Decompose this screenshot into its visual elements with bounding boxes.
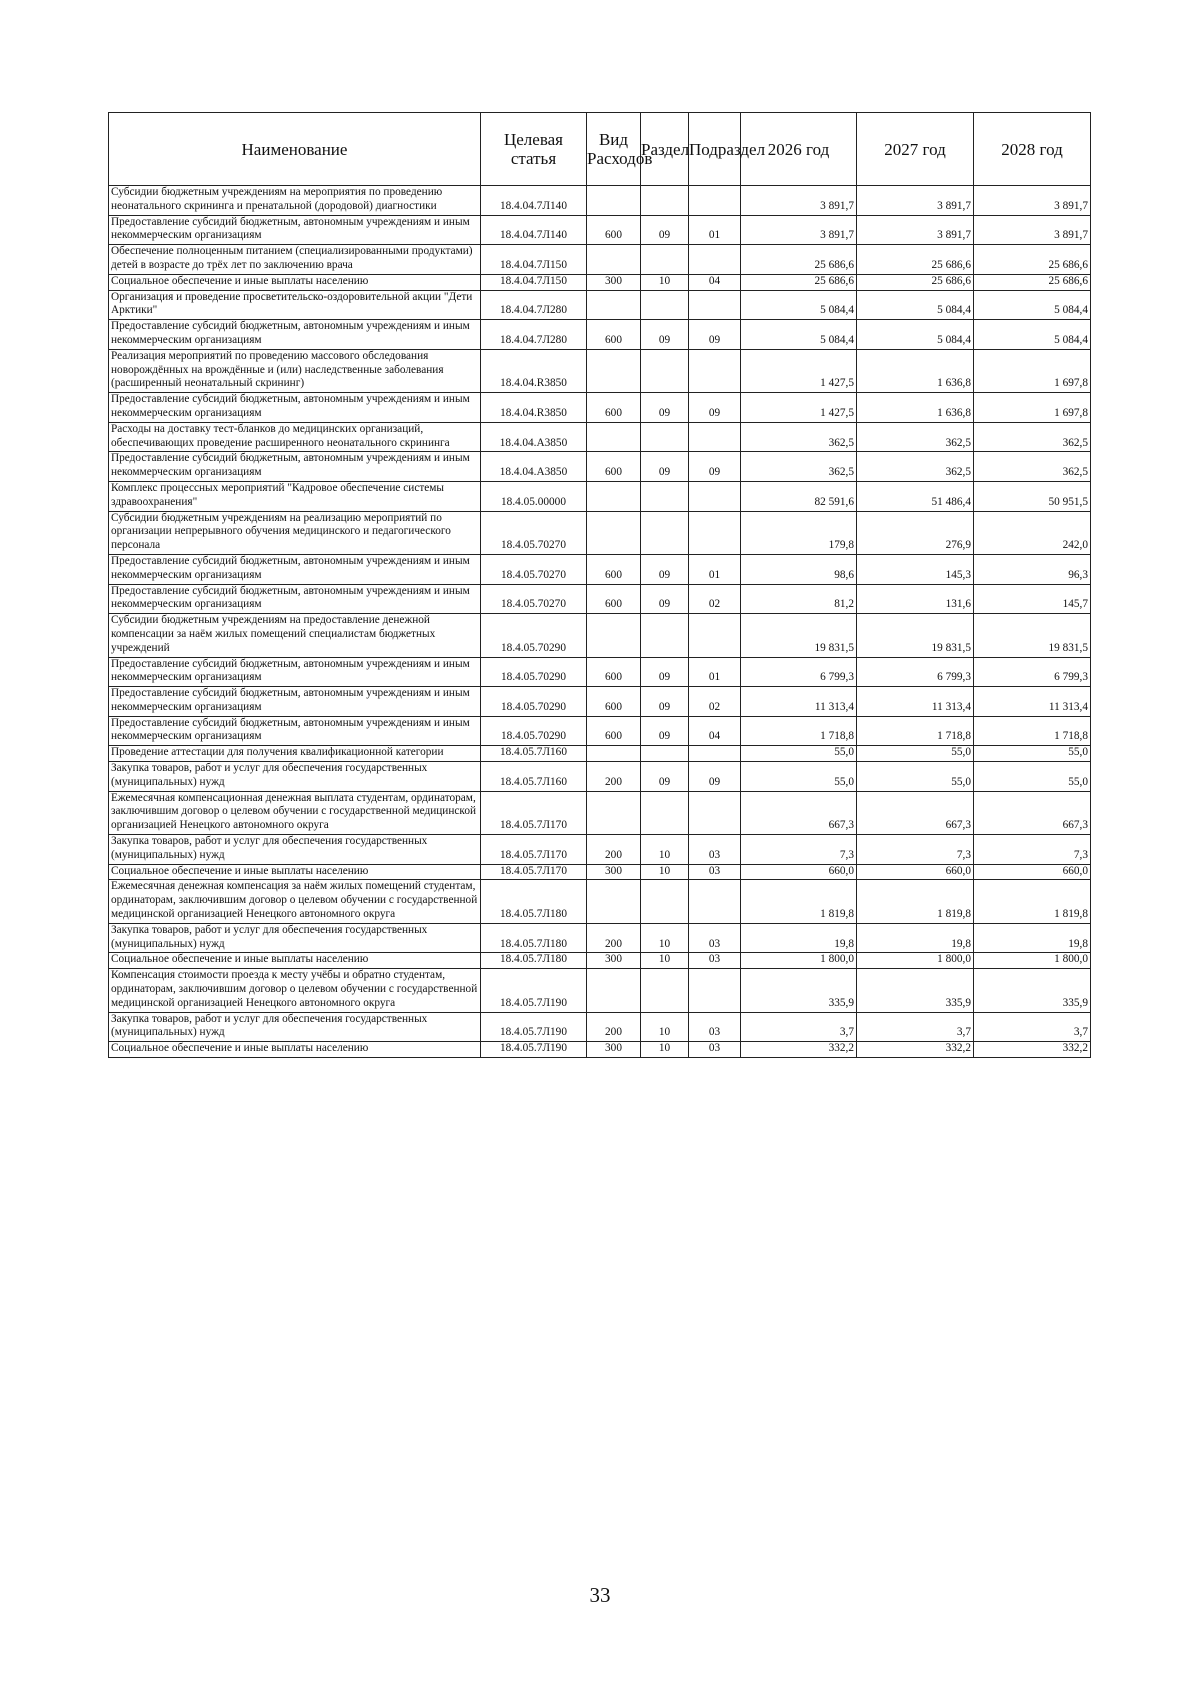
cell-2026: 660,0 xyxy=(741,864,857,880)
cell-2027: 1 819,8 xyxy=(857,880,974,923)
cell-name: Закупка товаров, работ и услуг для обеспечения государственных (муниципальных) нужд xyxy=(109,835,481,865)
cell-2028: 55,0 xyxy=(974,746,1091,762)
cell-2027: 55,0 xyxy=(857,762,974,792)
cell-target: 18.4.04.R3850 xyxy=(481,349,587,392)
cell-section xyxy=(641,614,689,657)
table-row xyxy=(109,614,1091,657)
cell-2028: 332,2 xyxy=(974,1042,1091,1058)
cell-2027: 667,3 xyxy=(857,791,974,834)
cell-section: 10 xyxy=(641,1012,689,1042)
cell-name: Предоставление субсидий бюджетным, автономным учреждениям и иным некоммерческим организациям xyxy=(109,320,481,350)
cell-2028: 3,7 xyxy=(974,1012,1091,1042)
cell-2026: 55,0 xyxy=(741,762,857,792)
cell-name: Комплекс процессных мероприятий "Кадровое обеспечение системы здравоохранения" xyxy=(109,481,481,511)
cell-name: Социальное обеспечение и иные выплаты населению xyxy=(109,953,481,969)
table-row xyxy=(109,481,1091,511)
header-2027: 2027 год xyxy=(857,113,974,186)
cell-2028: 50 951,5 xyxy=(974,481,1091,511)
cell-name: Социальное обеспечение и иные выплаты населению xyxy=(109,274,481,290)
cell-2026: 667,3 xyxy=(741,791,857,834)
cell-2026: 11 313,4 xyxy=(741,687,857,717)
cell-2027: 7,3 xyxy=(857,835,974,865)
cell-subsection xyxy=(689,791,741,834)
cell-2027: 335,9 xyxy=(857,969,974,1012)
cell-2026: 98,6 xyxy=(741,554,857,584)
cell-kind: 300 xyxy=(587,864,641,880)
cell-kind: 600 xyxy=(587,687,641,717)
cell-2027: 145,3 xyxy=(857,554,974,584)
cell-name: Проведение аттестации для получения квалификационной категории xyxy=(109,746,481,762)
cell-2026: 19 831,5 xyxy=(741,614,857,657)
cell-2027: 3 891,7 xyxy=(857,186,974,216)
cell-2028: 5 084,4 xyxy=(974,320,1091,350)
cell-2026: 3,7 xyxy=(741,1012,857,1042)
table-row xyxy=(109,393,1091,423)
cell-name: Ежемесячная денежная компенсация за наём жилых помещений студентам, ординаторам, заключившим договор о целевом обучении с государственной медицинской организацией Ненецкого автономного округа xyxy=(109,880,481,923)
cell-kind: 600 xyxy=(587,657,641,687)
cell-2026: 179,8 xyxy=(741,511,857,554)
cell-name: Организация и проведение просветительско-оздоровительной акции "Дети Арктики" xyxy=(109,290,481,320)
cell-2027: 362,5 xyxy=(857,452,974,482)
cell-target: 18.4.05.70270 xyxy=(481,584,587,614)
cell-kind xyxy=(587,481,641,511)
cell-subsection: 03 xyxy=(689,864,741,880)
cell-2027: 660,0 xyxy=(857,864,974,880)
cell-subsection xyxy=(689,880,741,923)
cell-2026: 25 686,6 xyxy=(741,274,857,290)
cell-kind xyxy=(587,290,641,320)
cell-2027: 3,7 xyxy=(857,1012,974,1042)
cell-2028: 11 313,4 xyxy=(974,687,1091,717)
cell-2026: 55,0 xyxy=(741,746,857,762)
cell-target: 18.4.04.7Л150 xyxy=(481,274,587,290)
table-row xyxy=(109,969,1091,1012)
cell-kind: 600 xyxy=(587,452,641,482)
cell-2028: 3 891,7 xyxy=(974,215,1091,245)
cell-kind: 600 xyxy=(587,215,641,245)
cell-kind xyxy=(587,422,641,452)
table-row xyxy=(109,746,1091,762)
table-row xyxy=(109,422,1091,452)
cell-subsection xyxy=(689,245,741,275)
cell-section: 09 xyxy=(641,215,689,245)
cell-2028: 1 819,8 xyxy=(974,880,1091,923)
cell-subsection: 03 xyxy=(689,1012,741,1042)
cell-2028: 96,3 xyxy=(974,554,1091,584)
cell-2027: 3 891,7 xyxy=(857,215,974,245)
cell-2027: 276,9 xyxy=(857,511,974,554)
table-row xyxy=(109,511,1091,554)
cell-target: 18.4.05.7Л190 xyxy=(481,1042,587,1058)
cell-2028: 145,7 xyxy=(974,584,1091,614)
cell-2028: 362,5 xyxy=(974,422,1091,452)
page-number: 33 xyxy=(589,1583,611,1607)
cell-2026: 81,2 xyxy=(741,584,857,614)
cell-section: 09 xyxy=(641,554,689,584)
cell-2028: 25 686,6 xyxy=(974,245,1091,275)
cell-name: Предоставление субсидий бюджетным, автономным учреждениям и иным некоммерческим организациям xyxy=(109,687,481,717)
cell-2027: 1 718,8 xyxy=(857,716,974,746)
cell-section: 10 xyxy=(641,274,689,290)
cell-kind: 600 xyxy=(587,584,641,614)
cell-2028: 1 800,0 xyxy=(974,953,1091,969)
cell-subsection: 04 xyxy=(689,716,741,746)
cell-kind: 600 xyxy=(587,393,641,423)
cell-2026: 6 799,3 xyxy=(741,657,857,687)
cell-2028: 242,0 xyxy=(974,511,1091,554)
cell-2027: 1 800,0 xyxy=(857,953,974,969)
cell-name: Закупка товаров, работ и услуг для обеспечения государственных (муниципальных) нужд xyxy=(109,923,481,953)
cell-subsection xyxy=(689,290,741,320)
cell-2028: 19 831,5 xyxy=(974,614,1091,657)
header-name: Наименование xyxy=(109,113,481,186)
table-row xyxy=(109,452,1091,482)
cell-target: 18.4.05.70270 xyxy=(481,511,587,554)
cell-subsection xyxy=(689,614,741,657)
cell-2026: 1 718,8 xyxy=(741,716,857,746)
cell-2028: 660,0 xyxy=(974,864,1091,880)
cell-target: 18.4.04.R3850 xyxy=(481,393,587,423)
cell-kind xyxy=(587,245,641,275)
table-row xyxy=(109,554,1091,584)
cell-subsection: 09 xyxy=(689,762,741,792)
cell-section xyxy=(641,511,689,554)
cell-kind: 600 xyxy=(587,716,641,746)
cell-2026: 1 800,0 xyxy=(741,953,857,969)
header-kind: Вид Расходов xyxy=(587,113,641,186)
cell-subsection xyxy=(689,422,741,452)
cell-subsection: 02 xyxy=(689,584,741,614)
cell-2028: 667,3 xyxy=(974,791,1091,834)
cell-kind: 200 xyxy=(587,923,641,953)
cell-2028: 25 686,6 xyxy=(974,274,1091,290)
cell-subsection xyxy=(689,746,741,762)
cell-2027: 332,2 xyxy=(857,1042,974,1058)
cell-subsection: 04 xyxy=(689,274,741,290)
cell-kind: 600 xyxy=(587,554,641,584)
table-row xyxy=(109,584,1091,614)
cell-2027: 19 831,5 xyxy=(857,614,974,657)
header-target: Целевая статья xyxy=(481,113,587,186)
cell-target: 18.4.04.А3850 xyxy=(481,452,587,482)
table-row xyxy=(109,762,1091,792)
table-row xyxy=(109,186,1091,216)
cell-2028: 3 891,7 xyxy=(974,186,1091,216)
cell-name: Расходы на доставку тест-бланков до медицинских организаций, обеспечивающих проведение расширенного неонатального скрининга xyxy=(109,422,481,452)
cell-name: Предоставление субсидий бюджетным, автономным учреждениям и иным некоммерческим организациям xyxy=(109,393,481,423)
cell-target: 18.4.05.70290 xyxy=(481,687,587,717)
cell-2028: 6 799,3 xyxy=(974,657,1091,687)
cell-target: 18.4.04.А3850 xyxy=(481,422,587,452)
cell-section xyxy=(641,290,689,320)
cell-subsection: 01 xyxy=(689,554,741,584)
cell-name: Социальное обеспечение и иные выплаты населению xyxy=(109,1042,481,1058)
cell-2028: 362,5 xyxy=(974,452,1091,482)
cell-2026: 19,8 xyxy=(741,923,857,953)
cell-name: Реализация мероприятий по проведению массового обследования новорождённых на врождённые и (или) наследственные заболевания (расширенный неонатальный скрининг) xyxy=(109,349,481,392)
cell-target: 18.4.05.70290 xyxy=(481,657,587,687)
cell-kind xyxy=(587,880,641,923)
cell-2027: 1 636,8 xyxy=(857,393,974,423)
cell-target: 18.4.05.70290 xyxy=(481,614,587,657)
cell-subsection xyxy=(689,969,741,1012)
cell-target: 18.4.05.70290 xyxy=(481,716,587,746)
cell-section xyxy=(641,422,689,452)
cell-subsection xyxy=(689,511,741,554)
cell-subsection: 03 xyxy=(689,835,741,865)
cell-kind: 300 xyxy=(587,274,641,290)
cell-2027: 5 084,4 xyxy=(857,290,974,320)
table-body xyxy=(109,186,1091,1058)
header-subsection: Подраздел xyxy=(689,113,741,186)
cell-target: 18.4.04.7Л150 xyxy=(481,245,587,275)
cell-subsection xyxy=(689,186,741,216)
cell-target: 18.4.05.00000 xyxy=(481,481,587,511)
cell-target: 18.4.05.7Л180 xyxy=(481,880,587,923)
table-row xyxy=(109,864,1091,880)
budget-table xyxy=(108,112,1091,1058)
cell-name: Предоставление субсидий бюджетным, автономным учреждениям и иным некоммерческим организациям xyxy=(109,657,481,687)
cell-2026: 3 891,7 xyxy=(741,215,857,245)
cell-subsection xyxy=(689,481,741,511)
cell-kind: 300 xyxy=(587,953,641,969)
table-row xyxy=(109,215,1091,245)
cell-2028: 19,8 xyxy=(974,923,1091,953)
table-row xyxy=(109,1012,1091,1042)
cell-kind xyxy=(587,511,641,554)
header-2028: 2028 год xyxy=(974,113,1091,186)
cell-2026: 362,5 xyxy=(741,422,857,452)
table-row xyxy=(109,320,1091,350)
table-row xyxy=(109,1042,1091,1058)
cell-section xyxy=(641,349,689,392)
cell-subsection: 03 xyxy=(689,1042,741,1058)
cell-name: Субсидии бюджетным учреждениям на мероприятия по проведению неонатального скрининга и пренатальной (дородовой) диагностики xyxy=(109,186,481,216)
cell-name: Субсидии бюджетным учреждениям на реализацию мероприятий по организации непрерывного обучения медицинского и педагогического персонала xyxy=(109,511,481,554)
table-row xyxy=(109,245,1091,275)
cell-name: Ежемесячная компенсационная денежная выплата студентам, ординаторам, заключившим договор о целевом обучении с государственной медицинской организацией Ненецкого автономного округа xyxy=(109,791,481,834)
cell-kind: 200 xyxy=(587,835,641,865)
cell-subsection: 01 xyxy=(689,657,741,687)
cell-target: 18.4.04.7Л140 xyxy=(481,215,587,245)
cell-target: 18.4.04.7Л140 xyxy=(481,186,587,216)
cell-2028: 335,9 xyxy=(974,969,1091,1012)
table-row xyxy=(109,716,1091,746)
cell-kind: 200 xyxy=(587,762,641,792)
cell-name: Предоставление субсидий бюджетным, автономным учреждениям и иным некоммерческим организациям xyxy=(109,215,481,245)
cell-target: 18.4.04.7Л280 xyxy=(481,290,587,320)
cell-2028: 55,0 xyxy=(974,762,1091,792)
cell-2027: 1 636,8 xyxy=(857,349,974,392)
cell-section: 09 xyxy=(641,452,689,482)
cell-name: Обеспечение полноценным питанием (специализированными продуктами) детей в возрасте до трёх лет по заключению врача xyxy=(109,245,481,275)
cell-2027: 11 313,4 xyxy=(857,687,974,717)
cell-kind xyxy=(587,349,641,392)
cell-2026: 3 891,7 xyxy=(741,186,857,216)
cell-2027: 131,6 xyxy=(857,584,974,614)
cell-section: 10 xyxy=(641,835,689,865)
cell-kind: 300 xyxy=(587,1042,641,1058)
cell-2026: 5 084,4 xyxy=(741,320,857,350)
cell-name: Социальное обеспечение и иные выплаты населению xyxy=(109,864,481,880)
cell-target: 18.4.05.7Л180 xyxy=(481,953,587,969)
cell-section: 09 xyxy=(641,716,689,746)
cell-kind xyxy=(587,746,641,762)
cell-target: 18.4.05.7Л180 xyxy=(481,923,587,953)
cell-name: Закупка товаров, работ и услуг для обеспечения государственных (муниципальных) нужд xyxy=(109,762,481,792)
cell-section: 09 xyxy=(641,320,689,350)
cell-2026: 1 819,8 xyxy=(741,880,857,923)
table-row xyxy=(109,923,1091,953)
cell-name: Закупка товаров, работ и услуг для обеспечения государственных (муниципальных) нужд xyxy=(109,1012,481,1042)
cell-kind xyxy=(587,791,641,834)
cell-2027: 25 686,6 xyxy=(857,245,974,275)
cell-target: 18.4.05.7Л160 xyxy=(481,746,587,762)
cell-subsection: 03 xyxy=(689,953,741,969)
cell-section: 09 xyxy=(641,687,689,717)
table-row xyxy=(109,274,1091,290)
cell-2026: 82 591,6 xyxy=(741,481,857,511)
cell-2027: 5 084,4 xyxy=(857,320,974,350)
cell-target: 18.4.05.7Л170 xyxy=(481,791,587,834)
table-row xyxy=(109,835,1091,865)
cell-2026: 5 084,4 xyxy=(741,290,857,320)
cell-2028: 1 697,8 xyxy=(974,393,1091,423)
cell-2026: 332,2 xyxy=(741,1042,857,1058)
cell-section: 10 xyxy=(641,923,689,953)
cell-2027: 55,0 xyxy=(857,746,974,762)
cell-2026: 362,5 xyxy=(741,452,857,482)
cell-section: 10 xyxy=(641,1042,689,1058)
cell-2027: 6 799,3 xyxy=(857,657,974,687)
cell-2026: 25 686,6 xyxy=(741,245,857,275)
table-row xyxy=(109,657,1091,687)
cell-2026: 335,9 xyxy=(741,969,857,1012)
cell-2027: 25 686,6 xyxy=(857,274,974,290)
cell-target: 18.4.05.7Л190 xyxy=(481,1012,587,1042)
cell-subsection: 09 xyxy=(689,320,741,350)
cell-2028: 5 084,4 xyxy=(974,290,1091,320)
cell-2028: 7,3 xyxy=(974,835,1091,865)
cell-2026: 1 427,5 xyxy=(741,349,857,392)
table-row xyxy=(109,953,1091,969)
cell-name: Предоставление субсидий бюджетным, автономным учреждениям и иным некоммерческим организациям xyxy=(109,554,481,584)
cell-section: 10 xyxy=(641,864,689,880)
cell-target: 18.4.04.7Л280 xyxy=(481,320,587,350)
cell-2027: 362,5 xyxy=(857,422,974,452)
cell-section xyxy=(641,791,689,834)
cell-name: Предоставление субсидий бюджетным, автономным учреждениям и иным некоммерческим организациям xyxy=(109,584,481,614)
cell-section: 09 xyxy=(641,657,689,687)
cell-name: Предоставление субсидий бюджетным, автономным учреждениям и иным некоммерческим организациям xyxy=(109,716,481,746)
table-row xyxy=(109,791,1091,834)
cell-target: 18.4.05.7Л170 xyxy=(481,835,587,865)
table-row xyxy=(109,349,1091,392)
cell-subsection: 01 xyxy=(689,215,741,245)
cell-kind: 600 xyxy=(587,320,641,350)
cell-target: 18.4.05.7Л190 xyxy=(481,969,587,1012)
cell-name: Предоставление субсидий бюджетным, автономным учреждениям и иным некоммерческим организациям xyxy=(109,452,481,482)
cell-target: 18.4.05.7Л160 xyxy=(481,762,587,792)
cell-subsection: 03 xyxy=(689,923,741,953)
cell-2027: 51 486,4 xyxy=(857,481,974,511)
cell-subsection: 09 xyxy=(689,452,741,482)
cell-section: 09 xyxy=(641,584,689,614)
header-2026: 2026 год xyxy=(741,113,857,186)
cell-section xyxy=(641,880,689,923)
cell-section: 09 xyxy=(641,393,689,423)
table-row xyxy=(109,290,1091,320)
cell-name: Компенсация стоимости проезда к месту учёбы и обратно студентам, ординаторам, заключившим договор о целевом обучении с государственной медицинской организацией Ненецкого автономного округа xyxy=(109,969,481,1012)
cell-target: 18.4.05.7Л170 xyxy=(481,864,587,880)
cell-2026: 7,3 xyxy=(741,835,857,865)
cell-section xyxy=(641,969,689,1012)
cell-section: 10 xyxy=(641,953,689,969)
cell-subsection: 02 xyxy=(689,687,741,717)
cell-kind xyxy=(587,186,641,216)
cell-2026: 1 427,5 xyxy=(741,393,857,423)
cell-target: 18.4.05.70270 xyxy=(481,554,587,584)
cell-section xyxy=(641,186,689,216)
cell-2027: 19,8 xyxy=(857,923,974,953)
cell-section: 09 xyxy=(641,762,689,792)
cell-2028: 1 718,8 xyxy=(974,716,1091,746)
cell-section xyxy=(641,245,689,275)
table-row xyxy=(109,687,1091,717)
header-section: Раздел xyxy=(641,113,689,186)
cell-kind: 200 xyxy=(587,1012,641,1042)
header-row xyxy=(109,113,1091,186)
table-row xyxy=(109,880,1091,923)
cell-subsection xyxy=(689,349,741,392)
cell-2028: 1 697,8 xyxy=(974,349,1091,392)
cell-name: Субсидии бюджетным учреждениям на предоставление денежной компенсации за наём жилых помещений специалистам бюджетных учреждений xyxy=(109,614,481,657)
cell-section xyxy=(641,746,689,762)
cell-section xyxy=(641,481,689,511)
cell-kind xyxy=(587,969,641,1012)
cell-kind xyxy=(587,614,641,657)
cell-subsection: 09 xyxy=(689,393,741,423)
